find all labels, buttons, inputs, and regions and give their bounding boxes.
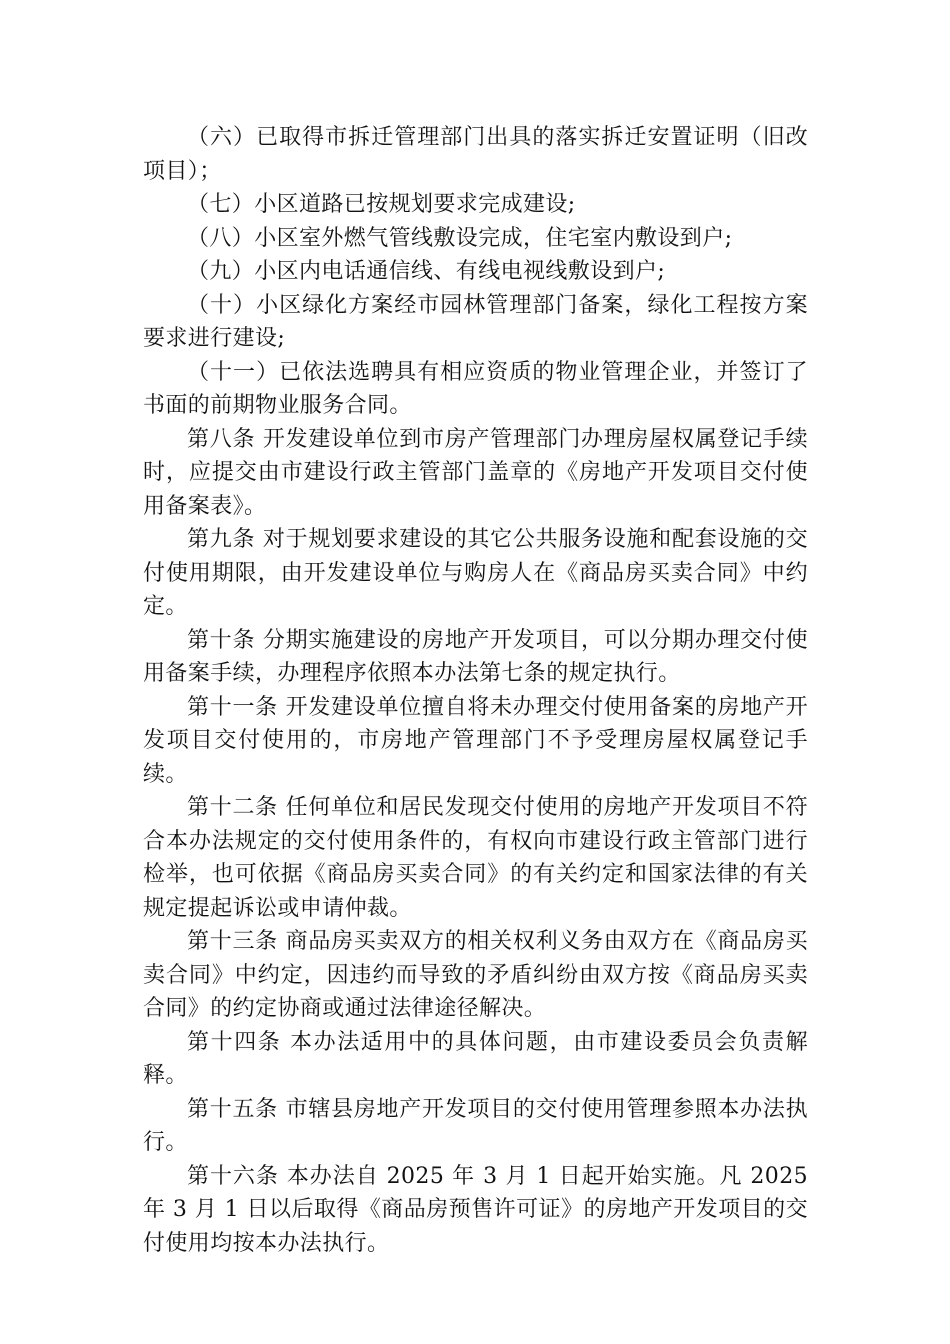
article-11: 第十一条 开发建设单位擅自将未办理交付使用备案的房地产开发项目交付使用的，市房地产管理部门不予受理房屋权属登记手续。 (143, 694, 808, 787)
paragraph-item-9: （九）小区内电话通信线、有线电视线敷设到户; (187, 259, 666, 284)
paragraph-item-7: （七）小区道路已按规划要求完成建设; (187, 192, 576, 217)
paragraph-item-10: （十）小区绿化方案经市园林管理部门备案，绿化工程按方案要求进行建设; (143, 292, 808, 351)
article-8: 第八条 开发建设单位到市房产管理部门办理房屋权属登记手续时，应提交由市建设行政主管部门盖章的《房地产开发项目交付使用备案表》。 (143, 426, 808, 519)
article-14: 第十四条 本办法适用中的具体问题，由市建设委员会负责解释。 (143, 1029, 808, 1088)
article-10: 第十条 分期实施建设的房地产开发项目，可以分期办理交付使用备案手续，办理程序依照本办法第七条的规定执行。 (143, 627, 808, 686)
paragraph-item-8: （八）小区室外燃气管线敷设完成，住宅室内敷设到户; (187, 225, 733, 251)
document-body (143, 121, 808, 1260)
paragraph-item-11: （十一）已依法选聘具有相应资质的物业管理企业，并签订了书面的前期物业服务合同。 (143, 359, 808, 418)
article-16: 第十六条 本办法自 2025 年 3 月 1 日起开始实施。凡 2025 年 3 月 1 日以后取得《商品房预售许可证》的房地产开发项目的交付使用均按本办法执行。 (143, 1163, 808, 1256)
paragraph-item-6: （六）已取得市拆迁管理部门出具的落实拆迁安置证明（旧改项目）； (143, 125, 808, 184)
article-13: 第十三条 商品房买卖双方的相关权利义务由双方在《商品房买卖合同》中约定，因违约而导致的矛盾纠纷由双方按《商品房买卖合同》的约定协商或通过法律途径解决。 (143, 929, 808, 1021)
article-9: 第九条 对于规划要求建设的其它公共服务设施和配套设施的交付使用期限，由开发建设单位与购房人在《商品房买卖合同》中约定。 (143, 527, 808, 619)
article-15: 第十五条 市辖县房地产开发项目的交付使用管理参照本办法执行。 (143, 1096, 808, 1155)
article-12: 第十二条 任何单位和居民发现交付使用的房地产开发项目不符合本办法规定的交付使用条件的，有权向市建设行政主管部门进行检举，也可依据《商品房买卖合同》的有关约定和国家法律的有关规定提起诉讼或申请仲裁。 (143, 795, 808, 921)
